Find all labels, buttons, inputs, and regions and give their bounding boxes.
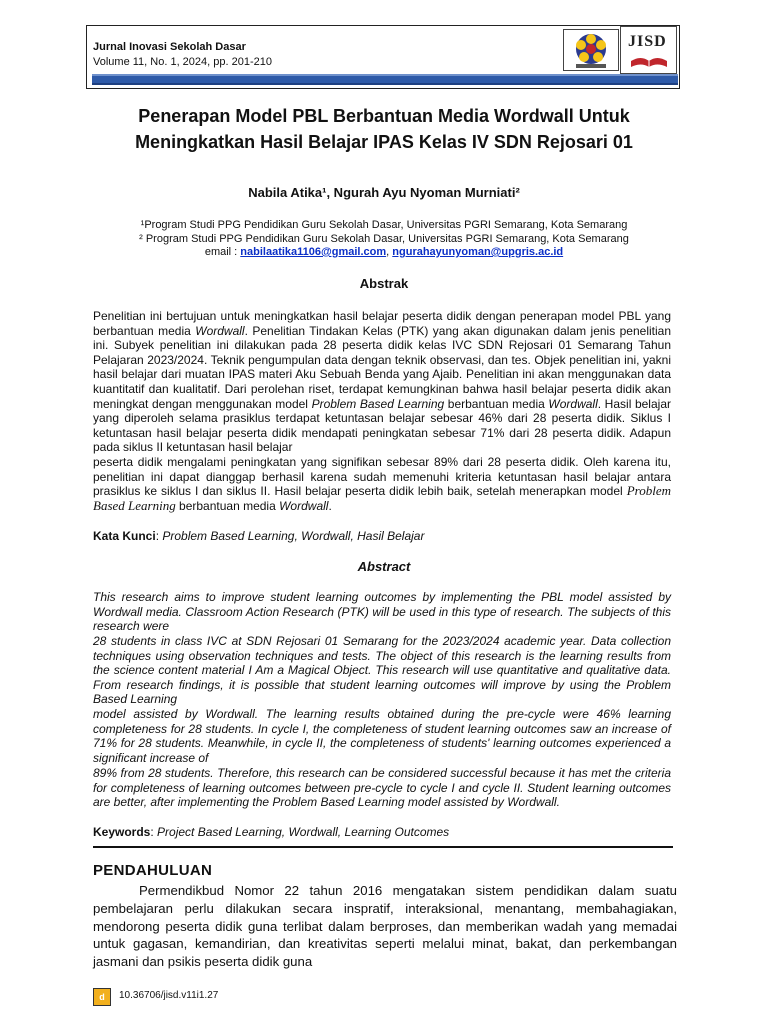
university-logo xyxy=(563,29,619,71)
doi-icon: d xyxy=(93,988,111,1006)
intro-paragraph: Permendikbud Nomor 22 tahun 2016 mengatakan sistem pendidikan dalam suatu pembelajaran perlu dilakukan secara inspratif, interaksional, menantang, membahagiakan, mendorong peserta didik guna terlibat dalam berproses, dan memberikan wadah yang memadai untuk gagasan, kemandirian, dan kreativitas seperti melalui minat, bakat, dan perkembangan jasmani dan psikis peserta didik guna xyxy=(93,883,677,970)
email-link-2[interactable]: ngurahayunyoman@upgris.ac.id xyxy=(392,246,564,258)
abstract-heading: Abstract xyxy=(357,559,411,574)
abstrak-paragraph-1: Penelitian ini bertujuan untuk meningkatkan hasil belajar peserta didik dengan penerapan model PBL yang berbantuan media Wordwall. Penelitian Tindakan Kelas (PTK) yang akan digunakan dalam jenis penelitian ini. Subyek penelitian ini dilakukan pada 28 peserta didik kelas IVC SDN Rejosari 01 Semarang Tahun Pelajaran 2023/2024. Teknik pengumpulan data dengan teknik observasi, dan tes. Objek penelitian ini, yakni hasil belajar dari muatan IPAS materi Aku Sebuah Benda yang Ajaib. Penelitian ini akan menggunakan data kuantitatif dan kualitatif. Dari perolehan riset, terdapat kemungkinan bahwa hasil belajar peserta didik akan meningkat dengan menggunakan model Problem Based Learning berbantuan media Wordwall. Hasil belajar yang diperoleh selama prasiklus terdapat ketuntasan belajar sebesar 46% dari 28 peserta didik. Siklus I ketuntasan hasil belajar peserta didik mendapati peningkatan sebesar 71% dari 28 peserta didik. Adapun pada siklus II ketuntasan hasil belajar xyxy=(93,309,672,455)
email-link-1[interactable]: nabilaatika1106@gmail.com xyxy=(240,246,387,258)
abstract-paragraph-1: This research aims to improve student learning outcomes by implementing the PBL model assisted by Wordwall media. Classroom Action Research (PTK) will be used in this type of research. The subjects of this research were xyxy=(93,590,671,634)
email-separator: , xyxy=(386,246,393,258)
author-list: Nabila Atika¹, Ngurah Ayu Nyoman Murniati² xyxy=(248,185,520,200)
abstract-paragraph-4: 89% from 28 students. Therefore, this research can be considered successful because it has met the criteria for completeness of learning outcomes between pre-cycle to cycle I and cycle II. Student learning outcomes are better, after implementing the Problem Based Learning model assisted by Wordwall. xyxy=(93,766,671,810)
abstrak-paragraph-2: peserta didik mengalami peningkatan yang signifikan sebesar 89% dari 28 peserta didik. Oleh karena itu, penelitian ini dapat dianggap berhasil karena sudah memenuhi kriteria ketuntasan hasil belajar antara prasiklus ke siklus I dan siklus II. Hasil belajar peserta didik lebih baik, setelah menerapkan model Problem Based Learning berbantuan media Wordwall. xyxy=(93,455,671,513)
keywords-value: Project Based Learning, Wordwall, Learning Outcomes xyxy=(157,825,450,839)
paper-title: Penerapan Model PBL Berbantuan Media Wordwall Untuk Meningkatkan Hasil Belajar IPAS Kelas IV SDN Rejosari 01 xyxy=(135,106,633,152)
keywords-label: Keywords xyxy=(93,825,151,839)
abstrak-heading: Abstrak xyxy=(359,276,409,291)
section-heading-pendahuluan: PENDAHULUAN xyxy=(93,862,213,879)
university-seal-icon xyxy=(566,31,616,69)
kata-kunci-value: Problem Based Learning, Wordwall, Hasil Belajar xyxy=(162,529,425,543)
section-divider xyxy=(93,846,673,848)
doi-text[interactable]: 10.36706/jisd.v11i1.27 xyxy=(119,990,219,1001)
journal-name: Jurnal Inovasi Sekolah Dasar xyxy=(93,41,246,53)
affiliation-2: ² Program Studi PPG Pendidikan Guru Sekolah Dasar, Universitas PGRI Semarang, Kota Semarang xyxy=(139,233,629,245)
email-label: email : xyxy=(204,246,241,258)
affiliation-1: ¹Program Studi PPG Pendidikan Guru Sekolah Dasar, Universitas PGRI Semarang, Kota Semarang xyxy=(140,219,628,231)
abstract-paragraph-2: 28 students in class IVC at SDN Rejosari 01 Semarang for the 2023/2024 academic year. Data collection techniques using observation techniques and tests. The object of this research is the learning results from the science content material I Am a Magical Object. This research will use quantitative and qualitative data. From research findings, it is possible that student learning outcomes will improve by using the Problem Based Learning xyxy=(93,634,671,707)
keywords-line: Keywords: Project Based Learning, Wordwall, Learning Outcomes xyxy=(93,825,450,839)
kata-kunci-line: Kata Kunci: Problem Based Learning, Wordwall, Hasil Belajar xyxy=(93,529,425,543)
journal-volume: Volume 11, No. 1, 2024, pp. 201-210 xyxy=(93,56,272,68)
abstract-paragraph-3: model assisted by Wordwall. The learning results obtained during the pre-cycle were 46% learning completeness for 28 students. In cycle I, the completeness of student learning outcomes saw an increase of 71% for 28 students. Meanwhile, in cycle II, the completeness of students' learning outcomes experienced a significant increase of xyxy=(93,707,671,765)
open-book-icon xyxy=(621,27,678,75)
header-blue-bar xyxy=(92,74,678,85)
kata-kunci-label: Kata Kunci xyxy=(93,529,156,543)
journal-logo-text: JISD xyxy=(628,33,667,50)
journal-logo xyxy=(620,26,677,74)
email-line xyxy=(80,246,688,258)
